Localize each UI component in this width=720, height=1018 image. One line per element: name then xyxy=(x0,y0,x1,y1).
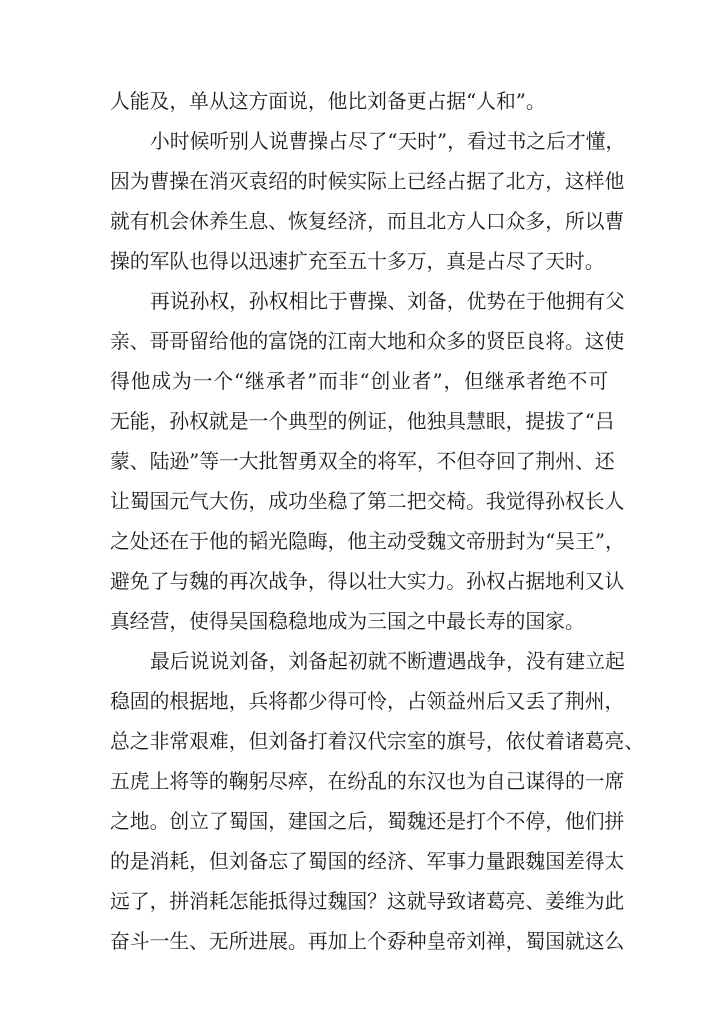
text-line: 无能，孙权就是一个典型的例证，他独具慧眼，提拔了“吕 xyxy=(110,410,615,433)
text-line: 的是消耗，但刘备忘了蜀国的经济、军事力量跟魏国差得太 xyxy=(110,850,625,873)
body-text xyxy=(110,82,645,962)
paragraph-first-line: 小时候听别人说曹操占尽了“天时”，看过书之后才懂， xyxy=(150,130,626,153)
text-line: 得他成为一个“继承者”而非“创业者”，但继承者绝不可 xyxy=(110,370,608,393)
text-line: 让蜀国元气大伤，成功坐稳了第二把交椅。我觉得孙权长人 xyxy=(110,490,625,513)
text-line: 人能及，单从这方面说，他比刘备更占据“人和”。 xyxy=(110,90,546,113)
paragraph-first-line: 最后说说刘备，刘备起初就不断遭遇战争，没有建立起 xyxy=(150,650,625,673)
text-line: 就有机会休养生息、恢复经济，而且北方人口众多，所以曹 xyxy=(110,210,625,233)
text-line: 奋斗一生、无所进展。再加上个孬种皇帝刘禅，蜀国就这么 xyxy=(110,930,625,953)
paragraph-first-line: 再说孙权，孙权相比于曹操、刘备，优势在于他拥有父 xyxy=(150,290,625,313)
text-line: 亲、哥哥留给他的富饶的江南大地和众多的贤臣良将。这使 xyxy=(110,330,625,353)
text-line: 因为曹操在消灭袁绍的时候实际上已经占据了北方，这样他 xyxy=(110,170,625,193)
text-line: 之处还在于他的韬光隐晦，他主动受魏文帝册封为“吴王”， xyxy=(110,530,625,553)
text-line: 蒙、陆逊”等一大批智勇双全的将军，不但夺回了荆州、还 xyxy=(110,450,615,473)
text-line: 五虎上将等的鞠躬尽瘁，在纷乱的东汉也为自己谋得的一席 xyxy=(110,770,625,793)
text-line: 稳固的根据地，兵将都少得可怜，占领益州后又丢了荆州， xyxy=(110,690,625,713)
text-line: 远了，拼消耗怎能抵得过魏国？这就导致诸葛亮、姜维为此 xyxy=(110,890,625,913)
text-line: 操的军队也得以迅速扩充至五十多万，真是占尽了天时。 xyxy=(110,250,605,273)
text-line: 避免了与魏的再次战争，得以壮大实力。孙权占据地利又认 xyxy=(110,570,625,593)
text-line: 真经营，使得吴国稳稳地成为三国之中最长寿的国家。 xyxy=(110,610,585,633)
text-line: 之地。创立了蜀国，建国之后，蜀魏还是打个不停，他们拼 xyxy=(110,810,625,833)
text-line: 总之非常艰难，但刘备打着汉代宗室的旗号，依仗着诸葛亮、 xyxy=(110,730,645,753)
